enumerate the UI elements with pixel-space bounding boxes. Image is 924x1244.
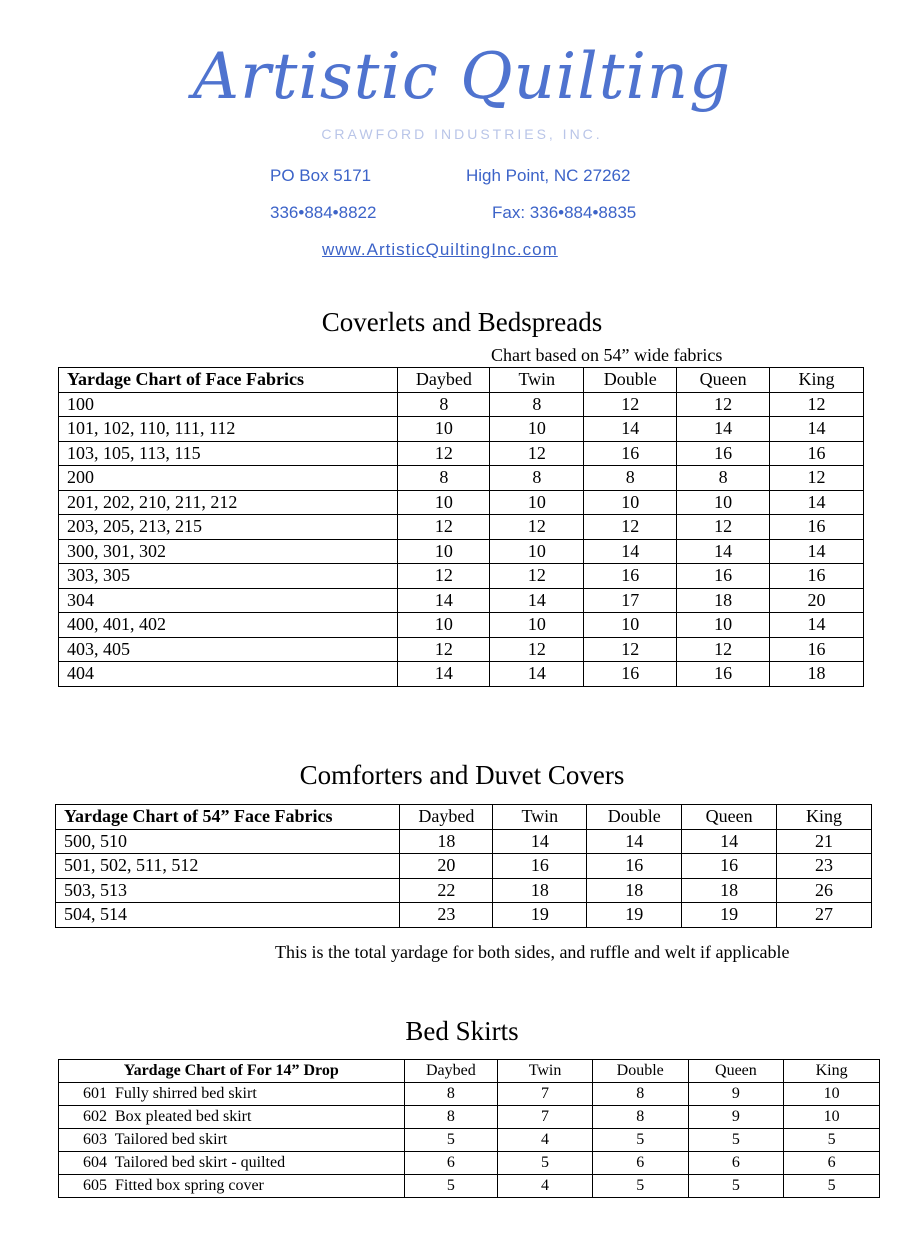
bedskirts-table — [58, 1059, 880, 1198]
table-cell: 201, 202, 210, 211, 212 — [59, 490, 398, 515]
table-cell: 12 — [584, 637, 677, 662]
table-row — [59, 417, 864, 442]
table-row — [59, 1129, 880, 1152]
column-header: King — [770, 368, 864, 393]
comforters-title: Comforters and Duvet Covers — [299, 760, 625, 790]
table-cell: 5 — [784, 1129, 880, 1152]
table-cell: 12 — [677, 515, 770, 540]
table-cell: 17 — [584, 588, 677, 613]
table-cell: 14 — [770, 417, 864, 442]
table-cell: 4 — [498, 1175, 593, 1198]
table-cell: 12 — [398, 515, 490, 540]
table-cell: 5 — [592, 1175, 688, 1198]
table-cell: 10 — [784, 1083, 880, 1106]
phone-number: 336•884•8822 — [270, 203, 377, 222]
table-row — [59, 1083, 880, 1106]
table-cell: 10 — [784, 1106, 880, 1129]
table-cell: 12 — [770, 392, 864, 417]
table-cell: 12 — [398, 637, 490, 662]
table-cell: 5 — [498, 1152, 593, 1175]
table-cell: 602 Box pleated bed skirt — [59, 1106, 405, 1129]
table-cell: 10 — [490, 417, 584, 442]
table-cell: 14 — [490, 662, 584, 687]
table-cell: 10 — [584, 490, 677, 515]
table-cell: 12 — [677, 392, 770, 417]
table-cell: 5 — [688, 1175, 784, 1198]
table-cell: 14 — [677, 417, 770, 442]
comforters-note: This is the total yardage for both sides, and ruffle and welt if applicable — [275, 942, 790, 962]
table-cell: 8 — [592, 1083, 688, 1106]
table-cell: 9 — [688, 1106, 784, 1129]
table-cell: 403, 405 — [59, 637, 398, 662]
comforters-table — [55, 804, 872, 928]
table-cell: 10 — [398, 539, 490, 564]
table-cell: 16 — [677, 564, 770, 589]
table-cell: 5 — [404, 1129, 498, 1152]
table-cell: 14 — [584, 417, 677, 442]
table-cell: 6 — [404, 1152, 498, 1175]
table-cell: 14 — [587, 829, 682, 854]
table-cell: 8 — [584, 466, 677, 491]
table-cell: 4 — [498, 1129, 593, 1152]
table-cell: 14 — [398, 588, 490, 613]
table-cell: 16 — [770, 564, 864, 589]
column-header: Double — [587, 805, 682, 830]
table-cell: 503, 513 — [56, 878, 400, 903]
table-cell: 18 — [682, 878, 777, 903]
table-cell: 10 — [490, 539, 584, 564]
column-header: Yardage Chart of 54” Face Fabrics — [56, 805, 400, 830]
logo-subtitle: CRAWFORD INDUSTRIES, INC. — [321, 126, 603, 142]
table-cell: 6 — [688, 1152, 784, 1175]
table-cell: 12 — [490, 637, 584, 662]
table-cell: 12 — [584, 392, 677, 417]
table-cell: 8 — [490, 392, 584, 417]
table-cell: 21 — [777, 829, 872, 854]
column-header: Daybed — [398, 368, 490, 393]
column-header: Twin — [490, 368, 584, 393]
table-cell: 10 — [490, 613, 584, 638]
table-cell: 16 — [584, 564, 677, 589]
table-cell: 404 — [59, 662, 398, 687]
column-header: King — [777, 805, 872, 830]
table-cell: 10 — [490, 490, 584, 515]
table-cell: 20 — [770, 588, 864, 613]
table-cell: 400, 401, 402 — [59, 613, 398, 638]
table-cell: 16 — [770, 637, 864, 662]
table-cell: 8 — [398, 466, 490, 491]
table-cell: 7 — [498, 1083, 593, 1106]
table-row — [59, 662, 864, 687]
table-cell: 605 Fitted box spring cover — [59, 1175, 405, 1198]
table-cell: 18 — [587, 878, 682, 903]
table-cell: 14 — [682, 829, 777, 854]
table-cell: 12 — [770, 466, 864, 491]
table-cell: 303, 305 — [59, 564, 398, 589]
table-row — [59, 392, 864, 417]
table-cell: 19 — [493, 903, 587, 928]
table-row — [59, 441, 864, 466]
table-cell: 22 — [400, 878, 493, 903]
table-cell: 16 — [682, 854, 777, 879]
table-cell: 16 — [770, 515, 864, 540]
table-cell: 16 — [677, 441, 770, 466]
fax-number: Fax: 336•884•8835 — [492, 203, 637, 222]
table-cell: 8 — [677, 466, 770, 491]
table-row — [59, 515, 864, 540]
table-cell: 18 — [493, 878, 587, 903]
column-header: Queen — [688, 1060, 784, 1083]
table-cell: 16 — [584, 441, 677, 466]
column-header: Daybed — [404, 1060, 498, 1083]
table-cell: 16 — [770, 441, 864, 466]
column-header: Queen — [682, 805, 777, 830]
logo-script-text: Artistic Quilting — [192, 40, 732, 114]
table-cell: 16 — [584, 662, 677, 687]
table-cell: 100 — [59, 392, 398, 417]
table-cell: 304 — [59, 588, 398, 613]
column-header: Twin — [493, 805, 587, 830]
table-cell: 27 — [777, 903, 872, 928]
table-row — [56, 854, 872, 879]
table-row — [59, 539, 864, 564]
table-cell: 23 — [400, 903, 493, 928]
table-cell: 603 Tailored bed skirt — [59, 1129, 405, 1152]
table-cell: 10 — [398, 417, 490, 442]
table-cell: 16 — [493, 854, 587, 879]
table-row — [59, 637, 864, 662]
city-state: High Point, NC 27262 — [466, 166, 631, 185]
table-cell: 20 — [400, 854, 493, 879]
table-cell: 26 — [777, 878, 872, 903]
table-cell: 12 — [584, 515, 677, 540]
table-cell: 16 — [587, 854, 682, 879]
table-cell: 14 — [490, 588, 584, 613]
table-cell: 5 — [688, 1129, 784, 1152]
table-cell: 19 — [587, 903, 682, 928]
table-cell: 9 — [688, 1083, 784, 1106]
table-cell: 12 — [398, 564, 490, 589]
column-header: Daybed — [400, 805, 493, 830]
table-cell: 12 — [490, 564, 584, 589]
column-header: Yardage Chart of For 14” Drop — [59, 1060, 405, 1083]
table-cell: 8 — [404, 1106, 498, 1129]
coverlets-title: Coverlets and Bedspreads — [321, 307, 603, 337]
table-cell: 18 — [770, 662, 864, 687]
table-row — [56, 903, 872, 928]
column-header: Queen — [677, 368, 770, 393]
table-cell: 18 — [400, 829, 493, 854]
table-cell: 8 — [398, 392, 490, 417]
table-cell: 10 — [584, 613, 677, 638]
table-cell: 601 Fully shirred bed skirt — [59, 1083, 405, 1106]
column-header: King — [784, 1060, 880, 1083]
po-box: PO Box 5171 — [270, 166, 372, 185]
coverlets-note: Chart based on 54” wide fabrics — [491, 345, 723, 365]
table-cell: 5 — [784, 1175, 880, 1198]
table-cell: 10 — [677, 490, 770, 515]
table-cell: 101, 102, 110, 111, 112 — [59, 417, 398, 442]
website-link[interactable]: www.ArtisticQuiltingInc.com — [322, 240, 558, 259]
table-cell: 504, 514 — [56, 903, 400, 928]
bedskirts-title: Bed Skirts — [405, 1016, 519, 1046]
table-cell: 10 — [398, 490, 490, 515]
table-row — [59, 466, 864, 491]
table-cell: 200 — [59, 466, 398, 491]
table-cell: 16 — [677, 662, 770, 687]
table-cell: 203, 205, 213, 215 — [59, 515, 398, 540]
table-cell: 501, 502, 511, 512 — [56, 854, 400, 879]
table-cell: 14 — [493, 829, 587, 854]
table-cell: 103, 105, 113, 115 — [59, 441, 398, 466]
column-header: Double — [592, 1060, 688, 1083]
table-cell: 19 — [682, 903, 777, 928]
table-cell: 300, 301, 302 — [59, 539, 398, 564]
table-row — [59, 1175, 880, 1198]
table-cell: 6 — [784, 1152, 880, 1175]
table-cell: 18 — [677, 588, 770, 613]
table-cell: 604 Tailored bed skirt - quilted — [59, 1152, 405, 1175]
table-row — [59, 490, 864, 515]
table-cell: 500, 510 — [56, 829, 400, 854]
table-cell: 14 — [770, 490, 864, 515]
column-header: Double — [584, 368, 677, 393]
table-cell: 14 — [677, 539, 770, 564]
table-row — [59, 1106, 880, 1129]
table-cell: 6 — [592, 1152, 688, 1175]
table-row — [59, 613, 864, 638]
table-cell: 14 — [398, 662, 490, 687]
table-cell: 10 — [398, 613, 490, 638]
table-row — [59, 1152, 880, 1175]
table-cell: 23 — [777, 854, 872, 879]
table-cell: 5 — [592, 1129, 688, 1152]
table-header-row — [56, 805, 872, 830]
table-cell: 14 — [770, 539, 864, 564]
table-cell: 12 — [490, 515, 584, 540]
table-cell: 8 — [592, 1106, 688, 1129]
table-row — [56, 878, 872, 903]
column-header: Twin — [498, 1060, 593, 1083]
table-cell: 12 — [677, 637, 770, 662]
company-logo — [0, 30, 924, 150]
table-cell: 10 — [677, 613, 770, 638]
table-cell: 5 — [404, 1175, 498, 1198]
table-row — [59, 564, 864, 589]
table-cell: 14 — [770, 613, 864, 638]
column-header: Yardage Chart of Face Fabrics — [59, 368, 398, 393]
table-cell: 12 — [490, 441, 584, 466]
table-header-row — [59, 1060, 880, 1083]
table-cell: 8 — [404, 1083, 498, 1106]
table-row — [59, 588, 864, 613]
table-cell: 7 — [498, 1106, 593, 1129]
table-cell: 12 — [398, 441, 490, 466]
table-cell: 14 — [584, 539, 677, 564]
coverlets-table — [58, 367, 864, 687]
table-cell: 8 — [490, 466, 584, 491]
table-header-row — [59, 368, 864, 393]
table-row — [56, 829, 872, 854]
